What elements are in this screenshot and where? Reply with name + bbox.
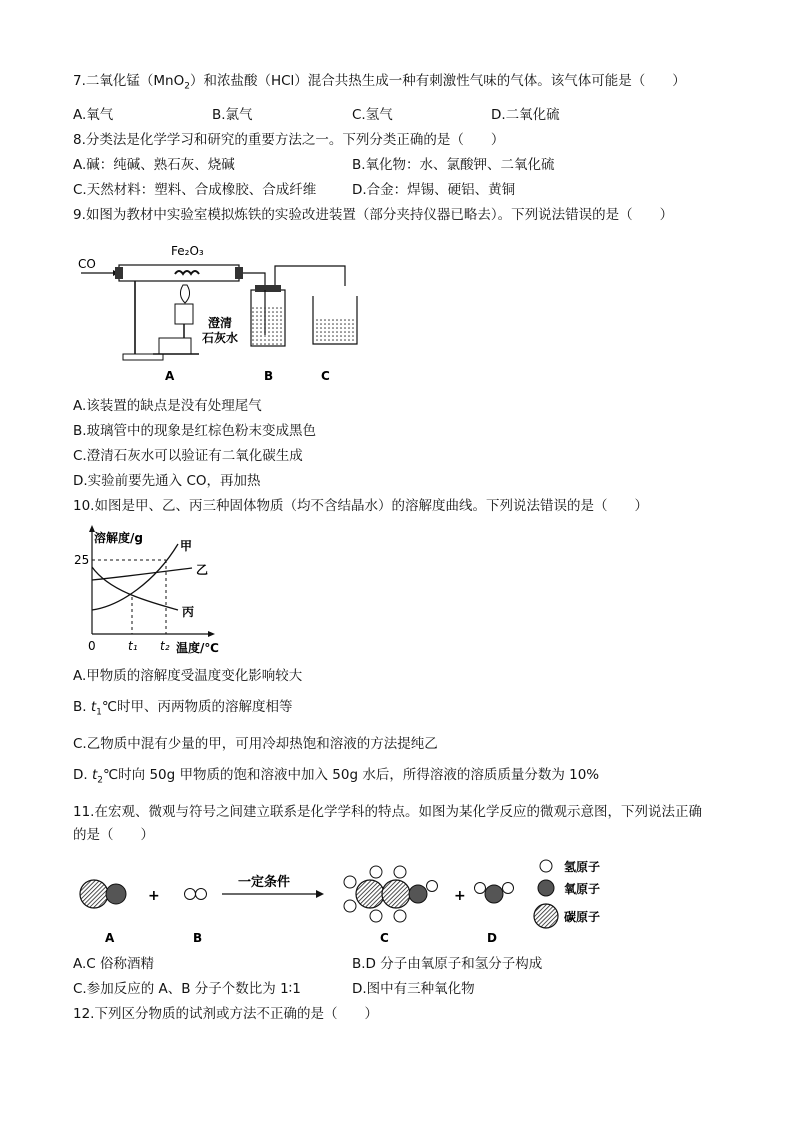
q11-option-c: C.参加反应的 A、B 分子个数比为 1∶1 [73,981,301,997]
c-hydrogen-2 [344,900,356,912]
co-label: CO [78,257,96,271]
d-hydrogen-1 [475,883,486,894]
q10-option-a: A.甲物质的溶解度受温度变化影响较大 [73,668,303,684]
q7-stem [73,72,686,96]
apparatus-label-c: C [321,369,330,383]
curve-yi [92,568,192,580]
q9-option-a: A.该装置的缺点是没有处理尾气 [73,398,262,414]
q10-option-b-rest: ℃时甲、丙两物质的溶解度相等 [101,699,293,715]
q10-stem: 10.如图是甲、乙、丙三种固体物质（均不含结晶水）的溶解度曲线。下列说法错误的是（ ） [73,498,648,514]
right-stopper [235,267,243,279]
series-bing-label: 丙 [182,605,195,619]
plus-2: + [454,888,466,904]
q10-option-d-rest: ℃时向 50g 甲物质的饱和溶液中加入 50g 水后，所得溶液的溶质质量分数为 10% [103,767,600,783]
burner-lamp [159,338,191,354]
c-carbon-atom-1 [356,880,384,908]
a-carbon-atom [80,880,108,908]
q11-option-b: B.D 分子由氧原子和氢分子构成 [352,956,543,972]
q7-stem-sub: 2 [184,81,190,92]
c-hydrogen-4 [370,910,382,922]
series-jia-label: 甲 [180,539,193,553]
label-c: C [380,931,389,945]
flame [180,285,189,303]
q10-option-b-t: t [90,699,97,715]
q7-option-c: C.氢气 [352,107,393,123]
apparatus-label-b: B [264,369,274,383]
y-axis-label: 溶解度/g [94,531,143,545]
left-stopper [115,267,123,279]
b-hydrogen-atom-1 [185,889,196,900]
q9-option-d: D.实验前要先通入 CO，再加热 [73,473,261,489]
legend-carbon-label: 碳原子 [564,910,601,924]
limewater-liquid [252,305,284,345]
q12-stem: 12.下列区分物质的试剂或方法不正确的是（ ） [73,1006,378,1022]
limewater-label-1: 澄清 [208,316,233,330]
c-hydrogen-7 [427,881,438,892]
c-hydrogen-3 [370,866,382,878]
q9-stem: 9.如图为教材中实验室模拟炼铁的实验改进装置（部分夹持仪器已略去）。下列说法错误的是（ ） [73,207,674,223]
c-carbon-atom-2 [382,880,410,908]
reaction-micro-diagram [70,850,630,950]
q10-option-b-prefix: B. [73,699,91,715]
q9-option-c: C.澄清石灰水可以验证有二氧化碳生成 [73,448,303,464]
q8-stem: 8.分类法是化学学习和研究的重要方法之一。下列分类正确的是（ ） [73,132,505,148]
legend-oxygen-icon [538,880,554,896]
q8-option-d: D.合金：焊锡、硬铝、黄铜 [352,182,516,198]
q9-option-b: B.玻璃管中的现象是红棕色粉末变成黑色 [73,423,317,439]
limewater-label-2: 石灰水 [202,331,239,345]
plus-1: + [148,888,160,904]
c-hydrogen-5 [394,866,406,878]
q7-stem-part2: ）和浓盐酸（HCl）混合共热生成一种有刺激性气味的气体。该气体可能是（ ） [189,73,686,89]
q10-option-d [73,766,599,790]
origin-label: 0 [88,639,96,653]
q8-option-c: C.天然材料：塑料、合成橡胶、合成纤维 [73,182,317,198]
a-oxygen-atom [106,884,126,904]
series-yi-label: 乙 [196,563,209,577]
stand-base [123,354,163,360]
legend-hydrogen-label: 氢原子 [564,860,601,874]
bottle-stopper [255,285,281,292]
y-tick-25: 25 [74,553,90,567]
c-hydrogen-1 [344,876,356,888]
q11-option-d: D.图中有三种氧化物 [352,981,475,997]
q10-option-c: C.乙物质中混有少量的甲，可用冷却热饱和溶液的方法提纯乙 [73,736,438,752]
q7-option-d: D.二氧化硫 [491,107,560,123]
q7-option-a: A.氧气 [73,107,114,123]
q10-option-d-t: t [91,767,98,783]
reaction-arrow-head [316,890,324,898]
x-axis-arrow [208,631,215,637]
curve-jia [92,544,178,610]
label-d: D [487,931,497,945]
q7-option-b: B.氯气 [212,107,253,123]
t2-label: t₂ [160,639,170,653]
c-oxygen-atom [409,885,427,903]
legend-oxygen-label: 氧原子 [564,882,601,896]
c-hydrogen-6 [394,910,406,922]
iron-smelting-apparatus-figure [75,230,360,388]
d-hydrogen-2 [503,883,514,894]
q11-option-a: A.C 俗称酒精 [73,956,155,972]
x-axis-label: 温度/℃ [176,641,219,655]
label-a: A [105,931,115,945]
d-oxygen-atom [485,885,503,903]
q8-option-a: A.碱：纯碱、熟石灰、烧碱 [73,157,235,173]
connecting-tube-2 [275,266,345,286]
q11-stem-line1: 11.在宏观、微观与符号之间建立联系是化学学科的特点。如图为某化学反应的微观示意图，下列说法正确 [73,804,702,820]
t1-label: t₁ [128,639,138,653]
b-hydrogen-atom-2 [196,889,207,900]
q11-stem-line2: 的是（ ） [73,827,154,843]
q10-option-d-sub: 2 [97,775,104,786]
reaction-condition: 一定条件 [238,875,291,890]
q10-option-b-sub: 1 [96,707,102,718]
label-b: B [193,931,203,945]
q7-stem-part1: 7.二氧化锰（MnO [73,73,185,89]
apparatus-label-a: A [165,369,175,383]
glass-tube [119,265,239,281]
curve-bing [92,567,178,610]
legend-hydrogen-icon [540,860,552,872]
legend-carbon-icon [534,904,558,928]
beaker-liquid [314,318,356,343]
fe2o3-label: Fe₂O₃ [171,244,204,258]
q10-option-b [73,698,293,722]
burner-head [175,304,193,324]
q8-option-b: B.氧化物：水、氯酸钾、二氧化硫 [352,157,555,173]
solubility-curve-figure [70,522,240,656]
q10-option-d-prefix: D. [73,767,92,783]
